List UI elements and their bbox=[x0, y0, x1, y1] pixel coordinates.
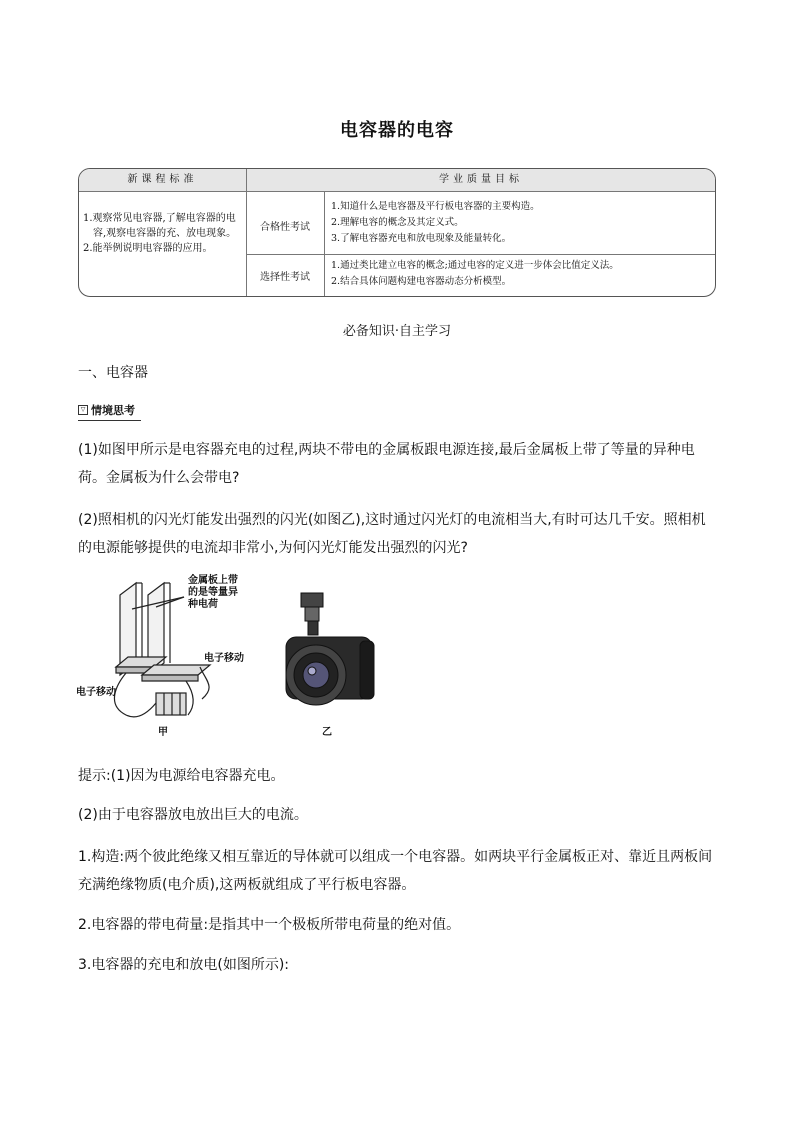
header-quality-goal: 学业质量目标 bbox=[247, 169, 715, 192]
divider bbox=[324, 191, 325, 296]
standards-table bbox=[78, 168, 716, 297]
section-title: 必备知识·自主学习 bbox=[342, 324, 452, 339]
list-item: 2.能举例说明电容器的应用。 bbox=[83, 243, 213, 254]
category-basic: 合格性考试 bbox=[260, 222, 310, 233]
figure bbox=[76, 575, 396, 744]
list-item: 3.了解电容器充电和放电现象及能量转化。 bbox=[331, 233, 512, 244]
list-item: 1.知道什么是电容器及平行板电容器的主要构造。 bbox=[331, 201, 540, 212]
new-standard-list bbox=[83, 211, 243, 256]
triangle-icon: ▽ bbox=[78, 405, 88, 415]
list-item: 1.观察常见电容器,了解电容器的电容,观察电容器的充、放电现象。 bbox=[83, 213, 237, 239]
basic-items bbox=[331, 199, 540, 247]
caption-a: 甲 bbox=[158, 727, 168, 738]
paragraph-structure: 1.构造:两个彼此绝缘又相互靠近的导体就可以组成一个电容器。如两块平行金属板正对、靠近且两板间充满绝缘物质(电介质),这两板就组成了平行板电容器。 bbox=[78, 849, 713, 893]
list-item: 1.通过类比建立电容的概念;通过电容的定义进一步体会比值定义法。 bbox=[331, 260, 619, 271]
paragraph-charge: 2.电容器的带电荷量:是指其中一个极板所带电荷量的绝对值。 bbox=[78, 917, 461, 933]
list-item: 2.理解电容的概念及其定义式。 bbox=[331, 217, 464, 228]
page-title: 电容器的电容 bbox=[340, 120, 454, 141]
elective-items bbox=[331, 258, 619, 290]
divider bbox=[247, 254, 715, 255]
electron-label-right: 电子移动 bbox=[204, 653, 244, 664]
paragraph-charging: 3.电容器的充电和放电(如图所示): bbox=[78, 957, 289, 973]
camera-image bbox=[286, 593, 374, 705]
category-elective: 选择性考试 bbox=[260, 272, 310, 283]
heading-capacitor: 一、电容器 bbox=[78, 365, 148, 381]
question-2: (2)照相机的闪光灯能发出强烈的闪光(如图乙),这时通过闪光灯的电流相当大,有时可达几千安。照相机的电源能够提供的电流却非常小,为何闪光灯能发出强烈的闪光? bbox=[78, 512, 706, 556]
scenario-badge bbox=[78, 402, 135, 418]
header-new-standard: 新课程标准 bbox=[79, 169, 247, 192]
badge-label: 情境思考 bbox=[91, 404, 135, 417]
caption-b: 乙 bbox=[322, 727, 332, 738]
plate-label: 金属板上带 的是等量异 种电荷 bbox=[188, 575, 238, 610]
hint-2: (2)由于电容器放电放出巨大的电流。 bbox=[78, 807, 308, 823]
electron-label-left: 电子移动 bbox=[76, 687, 116, 698]
question-1: (1)如图甲所示是电容器充电的过程,两块不带电的金属板跟电源连接,最后金属板上带了等量的异种电荷。金属板为什么会带电? bbox=[78, 442, 695, 486]
list-item: 2.结合具体问题构建电容器动态分析模型。 bbox=[331, 276, 512, 287]
hint-1: 提示:(1)因为电源给电容器充电。 bbox=[78, 768, 285, 784]
